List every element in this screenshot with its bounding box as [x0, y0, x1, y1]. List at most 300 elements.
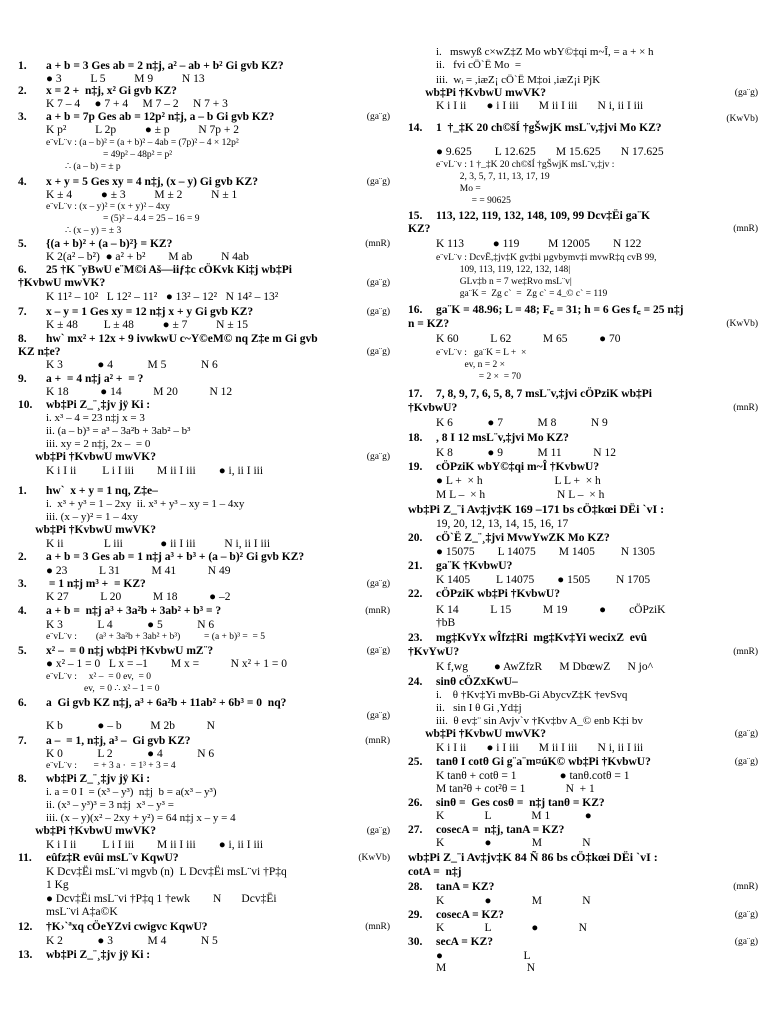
- question-text: a Gi gvb KZ n‡j, a³ + 6a²b + 11ab² + 6b³ = 0 nq?: [46, 697, 287, 709]
- question-text: ● x² – 1 = 0 L x = –1 M x = N x² + 1 = 0: [46, 658, 288, 670]
- question-text: a + b = 7p Ges ab = 12p² n‡j, a – b Gi gvb KZ?: [46, 111, 275, 123]
- question-text: K b ● – b M 2b N: [46, 720, 215, 732]
- question-number: 18.: [408, 432, 423, 444]
- question-line: [18, 645, 390, 658]
- question-text: 7, 8, 9, 7, 6, 5, 8, 7 msL¨v,‡jvi cÖPziK wb‡Pi: [436, 388, 652, 400]
- question-text: K i I ii L i I iii M ii I iii ● i, ii I iii: [46, 465, 264, 477]
- question-line: [18, 605, 390, 618]
- question-text: 25 †K ¨yBwU e¨M©i Aš—iiƒ‡c cÖKvk Ki‡j wb‡Pi: [46, 264, 292, 276]
- question-line: [408, 518, 768, 531]
- difficulty-tag: (KwVb): [726, 319, 758, 329]
- question-text: cÖPziK wb‡Pi †KvbwU?: [436, 588, 560, 600]
- question-text: 19, 20, 12, 13, 14, 15, 16, 17: [436, 518, 569, 530]
- question-line: [18, 98, 418, 111]
- question-text: K 11² – 10² L 12² – 11² ● 13² – 12² N 14² – 13²: [46, 291, 279, 303]
- question-text: K 3 L 4 ● 5 N 6: [46, 619, 215, 631]
- question-number: 7.: [18, 735, 27, 747]
- question-text: , 8 I 12 msL¨v,‡jvi Mo KZ?: [436, 432, 569, 444]
- question-line: [408, 922, 768, 935]
- question-text: = (5)² – 4.4 = 25 – 16 = 9: [46, 214, 200, 224]
- question-line: [408, 333, 768, 346]
- question-line: [408, 881, 758, 894]
- difficulty-tag: (KwVb): [726, 114, 758, 124]
- question-number: 12.: [18, 921, 33, 933]
- question-text: †K›`ªxq cÖeYZvi cwigvc KqwU?: [46, 921, 208, 933]
- question-number: 22.: [408, 588, 423, 600]
- question-line: [18, 225, 418, 238]
- question-text: wb‡Pi Z_¨i Av‡jv‡K 169 –171 bs cÖ‡kœi DËi `vI :: [408, 502, 665, 516]
- difficulty-tag: (ga¨g): [734, 757, 758, 767]
- question-text: K Dcv‡Ëi msL¨vi mgvb (n) L Dcv‡Ëi msL¨vi †P‡q: [46, 866, 287, 878]
- question-line: [18, 161, 418, 174]
- question-text: ga¨K †KvbwU?: [436, 560, 513, 572]
- question-line: [408, 661, 768, 674]
- question-text: ii. sin I θ Gi ,Yd‡j: [436, 702, 522, 714]
- question-text: n = KZ?: [408, 318, 450, 330]
- question-line: [18, 825, 390, 838]
- question-line: [408, 646, 758, 659]
- question-line: [408, 632, 758, 645]
- question-text: cotA = n‡j: [408, 866, 462, 878]
- question-text: eûfz‡R evûi msL¨v KqwU?: [46, 852, 179, 864]
- difficulty-tag: (ga¨g): [366, 646, 390, 656]
- question-text: M tan²θ + cot²θ = 1 N + 1: [436, 783, 595, 795]
- question-line: [408, 866, 758, 879]
- question-text: K ● M N: [436, 837, 591, 849]
- question-text: a + b = 3 Ges ab = 2 n‡j, a² – ab + b² Gi gvb KZ?: [46, 60, 284, 72]
- question-line: [18, 465, 418, 478]
- question-text: wb‡Pi †KvbwU mwVK?: [18, 524, 157, 536]
- question-line: [18, 839, 418, 852]
- question-line: [408, 742, 768, 755]
- question-line: [408, 417, 768, 430]
- question-text: †KvYwU?: [408, 646, 460, 658]
- question-line: [18, 386, 418, 399]
- question-text: K tanθ + cotθ = 1 ● tanθ.cotθ = 1: [436, 770, 630, 782]
- question-text: Mo =: [436, 184, 481, 194]
- question-text: K 18 ● 14 M 20 N 12: [46, 386, 233, 398]
- question-line: [18, 799, 418, 812]
- question-line: [408, 59, 768, 72]
- question-line: [18, 425, 418, 438]
- question-text: ● 23 L 31 M 41 N 49: [46, 565, 231, 577]
- question-text: e¨vL¨v : ga¨K = L + ×: [436, 348, 527, 358]
- difficulty-tag: (KwVb): [358, 853, 390, 863]
- question-line: [408, 489, 768, 502]
- question-text: K 1405 L 14075 ● 1505 N 1705: [436, 574, 651, 586]
- question-line: [408, 962, 768, 975]
- question-number: 11.: [18, 852, 32, 864]
- question-line: [18, 565, 418, 578]
- question-line: [18, 921, 390, 934]
- question-text: hw` x + y = 1 nq, Z‡e–: [46, 485, 158, 497]
- question-text: K 3 ● 4 M 5 N 6: [46, 359, 218, 371]
- question-text: ● L + × h L L + × h: [436, 475, 601, 487]
- question-text: wb‡Pi †KvbwU mwVK?: [18, 451, 157, 463]
- difficulty-tag: (mnR): [733, 224, 758, 234]
- difficulty-tag: (mnR): [733, 403, 758, 413]
- question-text: M L – × h N L – × h: [436, 489, 605, 501]
- question-line: [18, 306, 390, 319]
- question-number: 14.: [408, 122, 423, 134]
- question-text: †bB: [436, 617, 456, 629]
- question-text: K 60 L 62 M 65 ● 70: [436, 333, 621, 345]
- question-line: [18, 773, 390, 786]
- question-line: [18, 935, 418, 948]
- question-text: e¨vL¨v : x² – = 0 ev, = 0: [46, 672, 152, 682]
- question-line: [408, 936, 758, 949]
- question-text: ● 15075 L 14075 M 1405 N 1305: [436, 546, 655, 558]
- question-text: iii. (x – y)(x² – 2xy + y²) = 64 n‡j x – y = 4: [46, 812, 236, 824]
- question-text: wb‡Pi †KvbwU mwVK?: [408, 87, 547, 99]
- question-text: wb‡Pi Z_¨¸‡jv jÿ Ki :: [46, 399, 151, 411]
- question-line: [408, 532, 758, 545]
- question-text: i. θ †Kv‡Yi mvBb-Gi AbycvZ‡K †evSvq: [436, 689, 628, 701]
- question-number: 5.: [18, 645, 27, 657]
- question-line: [18, 373, 390, 386]
- question-text: a + b = 3 Ges ab = 1 n‡j a³ + b³ + (a – b)² Gi gvb KZ?: [46, 551, 305, 563]
- question-line: [18, 176, 390, 189]
- question-line: [408, 824, 758, 837]
- question-text: a + b = n‡j a³ + 3a²b + 3ab² + b³ = ?: [46, 605, 222, 617]
- question-text: sinθ cÖZxKwU–: [436, 676, 518, 688]
- difficulty-tag: (ga¨g): [366, 278, 390, 288]
- question-line: [18, 277, 390, 290]
- question-line: [408, 770, 768, 783]
- question-line: [18, 538, 418, 551]
- question-line: [408, 304, 758, 317]
- question-line: [408, 371, 768, 384]
- question-line: [408, 100, 768, 113]
- question-number: 6.: [18, 264, 27, 276]
- question-text: ev, = 0 ∴ x² – 1 = 0: [46, 684, 160, 694]
- question-text: KZ?: [408, 223, 431, 235]
- question-number: 20.: [408, 532, 423, 544]
- difficulty-tag: (ga¨g): [366, 112, 390, 122]
- question-text: K ± 48 L ± 48 ● ± 7 N ± 15: [46, 319, 249, 331]
- question-text: iii. xy = 2 n‡j, 2x – = 0: [46, 438, 151, 450]
- question-number: 2.: [18, 551, 27, 563]
- question-text: 1 †_‡K 20 ch©šÍ †gŠwjK msL¨v,‡jvi Mo KZ?: [436, 122, 662, 134]
- question-line: [408, 461, 758, 474]
- question-line: [408, 783, 768, 796]
- question-line: [408, 388, 758, 401]
- question-line: [408, 475, 768, 488]
- question-text: 113, 122, 119, 132, 148, 109, 99 Dcv‡Ëi ga¨K: [436, 210, 651, 222]
- question-text: K 6 ● 7 M 8 N 9: [436, 417, 608, 429]
- question-text: K 2 ● 3 M 4 N 5: [46, 935, 218, 947]
- difficulty-tag: (ga¨g): [734, 910, 758, 920]
- question-number: 3.: [18, 111, 27, 123]
- question-line: [18, 511, 418, 524]
- question-number: 1.: [18, 485, 27, 497]
- difficulty-tag: (mnR): [365, 736, 390, 746]
- question-text: {(a + b)² + (a – b)²} = KZ?: [46, 238, 173, 250]
- question-text: tanθ I cotθ Gi g¨a¨m¤úK© wb‡Pi †KvbwU?: [436, 756, 651, 768]
- question-line: [408, 676, 758, 689]
- question-text: ev, n = 2 ×: [436, 360, 505, 370]
- question-number: 7.: [18, 306, 27, 318]
- question-text: ii. fvi cÖ`Ë Mo =: [436, 59, 522, 71]
- question-text: ga¨K = Zg c` = Zg c` = 4_© c` = 119: [436, 289, 608, 299]
- question-line: [18, 551, 390, 564]
- question-text: ● L: [436, 950, 531, 962]
- question-line: [408, 146, 768, 159]
- question-number: 16.: [408, 304, 423, 316]
- question-number: 2.: [18, 85, 27, 97]
- question-line: [408, 288, 768, 301]
- question-text: iii. (x – y)² = 1 – 4xy: [46, 511, 138, 523]
- question-line: [408, 46, 768, 59]
- question-text: K i I ii ● i I iii M ii I iii N i, ii I iii: [436, 742, 644, 754]
- question-line: [408, 810, 768, 823]
- question-line: [18, 852, 390, 865]
- question-line: [18, 949, 390, 962]
- question-line: [408, 560, 758, 573]
- question-text: K ● M N: [436, 895, 591, 907]
- question-number: 15.: [408, 210, 423, 222]
- question-text: secA = KZ?: [436, 936, 494, 948]
- question-text: i. x³ – 4 = 23 n‡j x = 3: [46, 412, 145, 424]
- question-number: 6.: [18, 697, 27, 709]
- question-text: K L ● N: [436, 922, 587, 934]
- question-text: wb‡Pi †KvbwU mwVK?: [408, 728, 547, 740]
- question-line: [408, 402, 758, 415]
- question-text: K f,wg ● AwZfzR M DbœwZ N jo^: [436, 661, 653, 673]
- question-line: [18, 60, 390, 73]
- question-text: K 113 ● 119 M 12005 N 122: [436, 238, 642, 250]
- question-number: 17.: [408, 388, 423, 400]
- question-text: K 2(a² – b²) ● a² + b² M ab N 4ab: [46, 251, 249, 263]
- question-text: GLv‡b n = 7 we‡Rvo msL¨v|: [436, 277, 572, 287]
- question-line: [408, 503, 758, 516]
- question-line: [18, 735, 390, 748]
- question-line: [408, 432, 758, 445]
- question-text: †KvbwU?: [408, 402, 458, 414]
- question-text: iii. wᵢ = ,iæZ¡ cÖ`Ë M‡oi ,iæZ¡i PjK: [436, 74, 601, 86]
- question-number: 28.: [408, 881, 423, 893]
- question-text: ii. (x³ – y³)³ = 3 n‡j x³ – y³ =: [46, 799, 174, 811]
- question-line: [18, 893, 418, 906]
- question-line: [18, 399, 390, 412]
- question-text: mg‡KvYx wÎfz‡Ri mg‡Kv‡Yi wecixZ evû: [436, 632, 648, 644]
- question-number: 8.: [18, 773, 27, 785]
- question-line: [408, 715, 768, 728]
- question-text: e¨vL¨v : = + 3 a · = 1³ + 3 = 4: [46, 761, 176, 771]
- question-number: 1.: [18, 60, 27, 72]
- difficulty-tag: (ga¨g): [734, 729, 758, 739]
- question-text: 109, 113, 119, 122, 132, 148|: [436, 265, 571, 275]
- question-text: = 49p² – 48p² = p²: [46, 150, 173, 160]
- question-text: x – y = 1 Ges xy = 12 n‡j x + y Gi gvb KZ?: [46, 306, 254, 318]
- question-text: M N: [436, 962, 536, 974]
- difficulty-tag: (mnR): [365, 239, 390, 249]
- question-line: [18, 786, 418, 799]
- question-number: 3.: [18, 578, 27, 590]
- question-text: K L M 1 ●: [436, 810, 592, 822]
- question-text: i. mswyß c×wZ‡Z Mo wbY©‡qi m~Î, = a + × h: [436, 46, 654, 58]
- difficulty-tag: (ga¨g): [366, 711, 390, 721]
- difficulty-tag: (ga¨g): [366, 347, 390, 357]
- question-text: wb‡Pi †KvbwU mwVK?: [18, 825, 157, 837]
- question-number: 27.: [408, 824, 423, 836]
- difficulty-tag: (mnR): [365, 606, 390, 616]
- question-line: [18, 760, 418, 773]
- question-line: [18, 906, 418, 919]
- question-line: [18, 451, 390, 464]
- question-text: cÖ`Ë Z_¨¸‡jvi MvwYwZK Mo KZ?: [436, 532, 610, 544]
- question-line: [408, 318, 758, 331]
- question-text: wb‡Pi Z_¨i Av‡jv‡K 84 Ñ 86 bs cÖ‡kœi DËi `vI :: [408, 850, 658, 864]
- question-text: cosecA = KZ?: [436, 909, 504, 921]
- question-line: [18, 319, 418, 332]
- question-text: K 0 L 2 ● 4 N 6: [46, 748, 215, 760]
- question-line: [18, 591, 418, 604]
- difficulty-tag: (ga¨g): [366, 177, 390, 187]
- left-column: [18, 0, 390, 1024]
- question-line: [408, 756, 758, 769]
- question-line: [18, 485, 390, 498]
- question-text: KZ n‡e?: [18, 346, 61, 358]
- question-line: [18, 631, 418, 644]
- question-number: 25.: [408, 756, 423, 768]
- question-text: e¨vL¨v : (x – y)² = (x + y)² – 4xy: [46, 202, 171, 212]
- question-line: [18, 359, 418, 372]
- question-line: [408, 238, 768, 251]
- question-line: [408, 87, 758, 100]
- question-line: [18, 346, 390, 359]
- question-text: 2, 3, 5, 7, 11, 13, 17, 19: [436, 172, 550, 182]
- question-line: [408, 851, 758, 864]
- question-line: [18, 238, 390, 251]
- question-text: ga¨K = 48.96; L = 48; F꜀ = 31; h = 6 Ges f꜀ = 25 n‡j: [436, 304, 684, 316]
- question-text: a – = 1, n‡j, a³ – Gi gvb KZ?: [46, 735, 191, 747]
- question-number: 30.: [408, 936, 423, 948]
- question-text: ● Dcv‡Ëi msL¨vi †P‡q 1 †ewk N Dcv‡Ëi: [46, 893, 277, 905]
- question-text: x = 2 + n‡j, x² Gi gvb KZ?: [46, 85, 177, 97]
- question-text: K 8 ● 9 M 11 N 12: [436, 447, 616, 459]
- question-text: K i I ii L i I iii M ii I iii ● i, ii I iii: [46, 839, 264, 851]
- question-text: a + = 4 n‡j a² + = ?: [46, 373, 144, 385]
- question-text: wb‡Pi Z_¨¸‡jv jÿ Ki :: [46, 773, 151, 785]
- question-text: K i I ii ● i I iii M ii I iii N i, ii I iii: [436, 100, 644, 112]
- question-line: [18, 264, 390, 277]
- question-number: 4.: [18, 176, 27, 188]
- question-line: [408, 122, 758, 135]
- question-text: = 1 n‡j m³ + = KZ?: [46, 578, 146, 590]
- question-text: i. a = 0 I = (x³ – y³) n‡j b = a(x³ – y³): [46, 786, 217, 798]
- question-text: wb‡Pi Z_¨¸‡jv jÿ Ki :: [46, 949, 151, 961]
- question-line: [18, 658, 418, 671]
- question-number: 13.: [18, 949, 33, 961]
- question-text: ● 9.625 L 12.625 M 15.625 N 17.625: [436, 146, 664, 158]
- difficulty-tag: (ga¨g): [734, 88, 758, 98]
- question-line: [408, 702, 768, 715]
- question-line: [408, 689, 768, 702]
- question-text: 1 Kg: [46, 879, 69, 891]
- question-line: [408, 909, 758, 922]
- question-line: [408, 588, 758, 601]
- question-line: [18, 333, 390, 346]
- question-text: ∴ (a – b) = ± p: [46, 162, 121, 172]
- question-line: [18, 124, 418, 137]
- question-line: [408, 546, 768, 559]
- question-line: [18, 291, 418, 304]
- question-text: ii. (a – b)³ = a³ – 3a²b + 3ab² – b³: [46, 425, 191, 437]
- question-number: 5.: [18, 238, 27, 250]
- question-text: K 27 L 20 M 18 ● –2: [46, 591, 231, 603]
- right-column: [408, 0, 758, 1024]
- question-text: K ± 4 ● ± 3 M ± 2 N ± 1: [46, 189, 238, 201]
- question-text: K ii L iii ● ii I iii N i, ii I iii: [46, 538, 271, 550]
- question-text: msL¨vi A‡a©K: [46, 906, 118, 918]
- difficulty-tag: (ga¨g): [366, 579, 390, 589]
- question-line: [408, 210, 758, 223]
- question-line: [408, 797, 758, 810]
- question-text: sinθ = Ges cosθ = n‡j tanθ = KZ?: [436, 797, 605, 809]
- question-text: cÖPziK wbY©‡qi m~Î †KvbwU?: [436, 461, 600, 473]
- question-text: cosecA = n‡j, tanA = KZ?: [436, 824, 565, 836]
- question-line: [18, 524, 390, 537]
- difficulty-tag: (mnR): [733, 647, 758, 657]
- question-line: [18, 438, 418, 451]
- difficulty-tag: (mnR): [365, 922, 390, 932]
- question-line: [18, 85, 390, 98]
- question-line: [408, 195, 768, 208]
- question-text: K p² L 2p ● ± p N 7p + 2: [46, 124, 240, 136]
- question-line: [18, 412, 418, 425]
- difficulty-tag: (ga¨g): [734, 937, 758, 947]
- question-line: [18, 866, 418, 879]
- difficulty-tag: (ga¨g): [366, 452, 390, 462]
- difficulty-tag: (ga¨g): [366, 307, 390, 317]
- question-number: 9.: [18, 373, 27, 385]
- question-number: 21.: [408, 560, 423, 572]
- question-line: [18, 720, 418, 733]
- question-text: ∴ (x – y) = ± 3: [46, 226, 122, 236]
- question-text: iii. θ ev‡¨ sin Avjv`v †Kv‡bv A_© enb K‡i bv: [436, 715, 643, 727]
- question-number: 10.: [18, 399, 33, 411]
- question-number: 23.: [408, 632, 423, 644]
- question-text: x² – = 0 n‡j wb‡Pi †KvbwU mZ¨?: [46, 645, 214, 657]
- question-text: e¨vL¨v : DcvË,‡jv‡K gv‡bi µgvbymv‡i mvwR‡q cvB 99,: [436, 253, 657, 263]
- question-text: e¨vL¨v : (a – b)² = (a + b)² – 4ab = (7p)² – 4 × 12p²: [46, 138, 239, 148]
- question-text: e¨vL¨v : 1 †_‡K 20 ch©šÍ †gŠwjK msL¨v,‡jv :: [436, 160, 615, 170]
- question-text: x + y = 5 Ges xy = 4 n‡j, (x – y) Gi gvb KZ?: [46, 176, 258, 188]
- question-line: [408, 223, 758, 236]
- question-number: 29.: [408, 909, 423, 921]
- difficulty-tag: (ga¨g): [366, 826, 390, 836]
- question-number: 8.: [18, 333, 27, 345]
- question-number: 24.: [408, 676, 423, 688]
- question-line: [18, 812, 418, 825]
- question-text: tanA = KZ?: [436, 881, 495, 893]
- question-text: K 7 – 4 ● 7 + 4 M 7 – 2 N 7 + 3: [46, 98, 228, 110]
- question-line: [408, 728, 758, 741]
- question-line: [18, 578, 390, 591]
- difficulty-tag: (mnR): [733, 882, 758, 892]
- question-line: [408, 74, 768, 87]
- question-number: 26.: [408, 797, 423, 809]
- question-text: †KvbwU mwVK?: [18, 277, 106, 289]
- question-line: [18, 251, 418, 264]
- question-line: [408, 604, 768, 617]
- question-text: ● 3 L 5 M 9 N 13: [46, 73, 205, 85]
- question-text: = 2 × = 70: [436, 372, 521, 382]
- question-line: [18, 683, 418, 696]
- question-line: [18, 879, 418, 892]
- question-line: [408, 895, 768, 908]
